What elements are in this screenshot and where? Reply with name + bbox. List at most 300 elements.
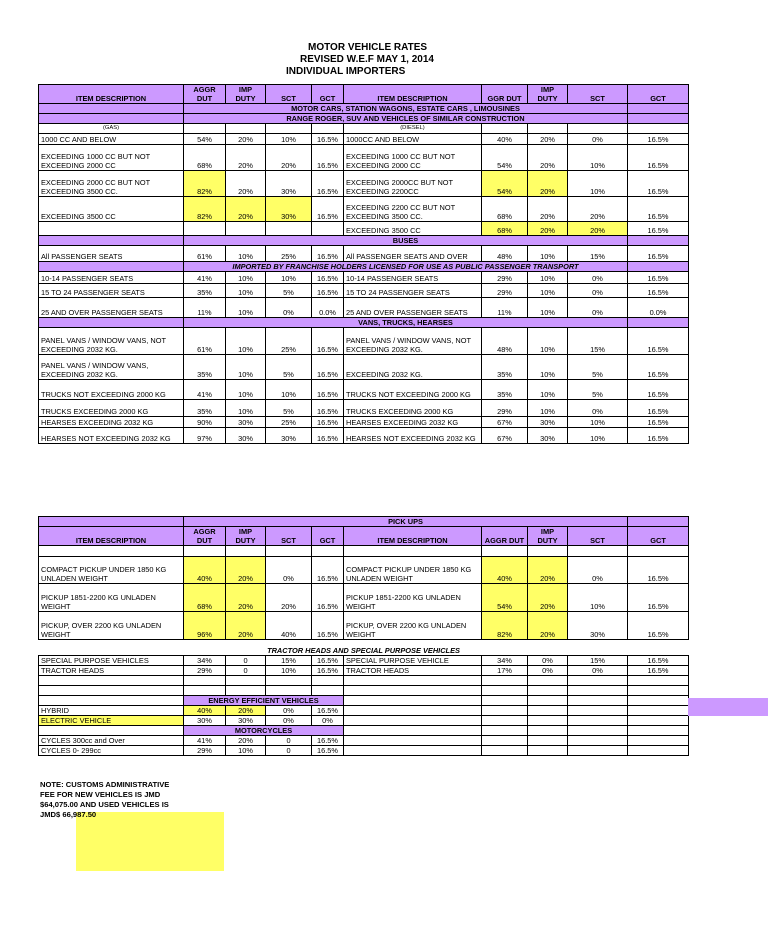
rate-cell: 10% [568,584,628,612]
rate-cell: 40% [266,612,312,640]
rate-cell: 20% [226,584,266,612]
rate-cell: 35% [482,355,528,380]
empty-cell [482,745,528,755]
rate-cell: 82% [184,197,226,222]
rate-cell: 0% [266,705,312,715]
item-description: 15 TO 24 PASSENGER SEATS [39,284,184,298]
empty-cell [628,705,689,715]
rate-cell: 16.5% [628,380,689,400]
rate-cell: 29% [482,284,528,298]
rate-cell: 48% [482,328,528,355]
rate-cell: 10% [266,380,312,400]
rate-cell: 48% [482,246,528,262]
header-row [39,527,689,546]
rate-cell: 30% [266,197,312,222]
table-row [39,134,689,145]
section-spacer [39,517,184,527]
rate-cell: 20% [528,584,568,612]
diesel-label: (DIESEL) [344,124,482,134]
empty-cell [482,695,528,705]
rate-cell: 29% [482,400,528,417]
rate-cell: 30% [266,171,312,197]
right-purple-band [688,698,768,716]
rate-cell: 5% [266,355,312,380]
item-description: 10-14 PASSENGER SEATS [39,272,184,284]
empty-cell [344,745,482,755]
rate-cell: 10% [528,380,568,400]
table-row [39,355,689,380]
rate-cell: 10% [528,400,568,417]
section-spacer [39,104,184,114]
rate-cell: 15% [266,655,312,665]
rate-cell: 16.5% [628,557,689,584]
rate-cell: 10% [226,400,266,417]
rate-cell: 20% [226,705,266,715]
rate-cell: 5% [266,284,312,298]
empty-cell [226,546,266,557]
rate-cell: 10% [226,284,266,298]
rate-cell [226,222,266,236]
section-spacer [628,517,689,527]
rate-cell: 16.5% [312,745,344,755]
section-spacer [628,318,689,328]
empty-cell [568,695,628,705]
item-description: EXCEEDING 1000 CC BUT NOT EXCEEDING 2000 CC [344,145,482,171]
rate-cell: 20% [226,197,266,222]
empty-cell [344,546,482,557]
rate-cell: 15% [568,328,628,355]
fuel-type-row [39,124,689,134]
item-description: HYBRID [39,705,184,715]
empty-cell [568,546,628,557]
rate-cell: 0% [568,134,628,145]
section-row [39,318,689,328]
rate-cell: 16.5% [628,417,689,428]
empty-cell [628,546,689,557]
rate-cell: 40% [184,705,226,715]
rate-cell: 97% [184,428,226,444]
item-description: TRUCKS EXCEEDING 2000 KG [344,400,482,417]
rate-cell: 16.5% [312,557,344,584]
rate-cell: 16.5% [312,171,344,197]
rate-cell: 20% [528,197,568,222]
empty-cell [184,675,226,685]
rate-cell: 10% [226,272,266,284]
rate-cell: 20% [528,145,568,171]
table-row [39,655,689,665]
rate-cell: 54% [184,134,226,145]
empty-cell [312,675,344,685]
empty-cell [628,745,689,755]
rate-cell: 0% [568,557,628,584]
rate-cell: 16.5% [312,328,344,355]
rate-cell: 68% [184,584,226,612]
blank-row [39,675,689,685]
item-description: EXCEEDING 2200 CC BUT NOT EXCEEDING 3500 CC. [344,197,482,222]
rate-cell: 16.5% [312,400,344,417]
rate-cell: 17% [482,665,528,675]
table-row [39,171,689,197]
rate-cell: 0 [266,735,312,745]
rate-cell: 30% [226,417,266,428]
rate-cell: 29% [184,745,226,755]
table-row [39,197,689,222]
rate-cell: 0% [312,715,344,725]
table-row [39,272,689,284]
rate-cell: 15% [568,246,628,262]
item-description: PANEL VANS / WINDOW VANS, NOT EXCEEDING 2032 KG. [39,328,184,355]
rate-cell: 16.5% [628,171,689,197]
section-title: MOTORCYCLES [184,725,344,735]
rate-cell: 16.5% [628,197,689,222]
section-spacer [628,114,689,124]
rate-cell: 40% [482,134,528,145]
table-row [39,145,689,171]
section-spacer [39,236,184,246]
column-header: IMP DUTY [226,85,266,104]
empty-cell [528,675,568,685]
table-row [39,222,689,236]
table-row [39,428,689,444]
column-header: SCT [266,85,312,104]
rate-cell: 16.5% [628,655,689,665]
rate-cell: 10% [568,417,628,428]
rate-cell: 61% [184,328,226,355]
rate-cell: 68% [482,197,528,222]
rate-cell: 16.5% [628,428,689,444]
table-row [39,735,689,745]
empty-cell [39,546,184,557]
rate-cell: 0.0% [312,298,344,318]
column-header: AGGR DUT [482,527,528,546]
rate-cell: 0% [528,665,568,675]
rate-cell: 10% [568,171,628,197]
rate-cell: 16.5% [312,612,344,640]
table-row [39,417,689,428]
section-row [39,114,689,124]
empty-cell [344,695,482,705]
empty-cell [628,735,689,745]
tractor-energy-table [38,645,689,756]
rate-cell: 16.5% [628,284,689,298]
rate-cell: 16.5% [312,284,344,298]
item-description: PICKUP, OVER 2200 KG UNLADEN WEIGHT [344,612,482,640]
rate-cell: 40% [482,557,528,584]
empty-cell [568,715,628,725]
rate-cell: 10% [568,428,628,444]
column-header: ITEM DESCRIPTION [39,85,184,104]
rate-cell: 0% [266,298,312,318]
rate-cell: 10% [226,328,266,355]
item-description: PICKUP, OVER 2200 KG UNLADEN WEIGHT [39,612,184,640]
empty-cell [482,705,528,715]
item-description [39,222,184,236]
column-header: GGR DUT [482,85,528,104]
rate-cell: 35% [184,355,226,380]
item-description: 1000 CC AND BELOW [39,134,184,145]
empty-cell [528,124,568,134]
rate-cell: 16.5% [628,665,689,675]
section-title: ENERGY EFFICIENT VEHICLES [184,695,344,705]
rate-cell: 29% [184,665,226,675]
rate-cell: 16.5% [628,272,689,284]
empty-cell [266,546,312,557]
item-description: HEARSES NOT EXCEEDING 2032 KG [344,428,482,444]
rate-cell: 10% [528,284,568,298]
empty-cell [568,745,628,755]
rate-cell: 30% [528,428,568,444]
section-row [39,645,689,655]
section-spacer [39,262,184,272]
rate-cell: 67% [482,417,528,428]
section-title: TRACTOR HEADS AND SPECIAL PURPOSE VEHICLES [39,645,689,655]
section-title: BUSES [184,236,628,246]
rate-cell: 16.5% [312,735,344,745]
rate-cell: 0% [568,298,628,318]
rate-cell: 20% [528,134,568,145]
table-row [39,298,689,318]
empty-cell [528,715,568,725]
item-description: All PASSENGER SEATS AND OVER [344,246,482,262]
table-row [39,246,689,262]
item-description: TRUCKS NOT EXCEEDING 2000 KG [344,380,482,400]
empty-cell [39,675,184,685]
note-line-3: $64,075.00 AND USED VEHICLES IS [40,800,169,809]
rate-cell: 16.5% [628,145,689,171]
item-description: COMPACT PICKUP UNDER 1850 KG UNLADEN WEIGHT [344,557,482,584]
rate-cell: 10% [226,380,266,400]
blank-row [39,546,689,557]
table-row [39,584,689,612]
rate-cell: 0 [226,655,266,665]
section-row [39,262,689,272]
rate-cell: 41% [184,380,226,400]
rate-cell: 16.5% [312,417,344,428]
empty-cell [312,124,344,134]
rate-cell: 16.5% [628,328,689,355]
section-title: IMPORTED BY FRANCHISE HOLDERS LICENSED FOR USE AS PUBLIC PASSENGER TRANSPORT [184,262,628,272]
rate-cell: 20% [226,612,266,640]
rate-cell: 16.5% [312,145,344,171]
column-header: AGGR DUT [184,527,226,546]
rate-cell: 11% [482,298,528,318]
empty-cell [482,124,528,134]
blank-row [39,685,689,695]
rate-cell: 10% [568,145,628,171]
rate-cell: 0 [226,665,266,675]
table-row [39,715,689,725]
rate-cell: 20% [226,171,266,197]
table-row [39,612,689,640]
column-header: SCT [568,85,628,104]
table-row [39,705,689,715]
rate-cell: 10% [226,745,266,755]
empty-cell [184,546,226,557]
item-description: PANEL VANS / WINDOW VANS, NOT EXCEEDING 2032 KG. [344,328,482,355]
item-description: COMPACT PICKUP UNDER 1850 KG UNLADEN WEIGHT [39,557,184,584]
title-line-2: REVISED W.E.F MAY 1, 2014 [300,54,434,65]
item-description: EXCEEDING 3500 CC [39,197,184,222]
item-description: 10-14 PASSENGER SEATS [344,272,482,284]
empty-cell [482,715,528,725]
rate-cell: 20% [266,584,312,612]
empty-cell [184,685,226,695]
rate-cell: 20% [568,197,628,222]
rate-cell: 10% [226,355,266,380]
header-row [39,85,689,104]
empty-cell [568,124,628,134]
section-row [39,725,689,735]
empty-cell [344,735,482,745]
item-description: HEARSES NOT EXCEEDING 2032 KG [39,428,184,444]
rate-cell: 30% [568,612,628,640]
empty-cell [226,675,266,685]
item-description: EXCEEDING 2000 CC BUT NOT EXCEEDING 3500 CC. [39,171,184,197]
empty-cell [39,685,184,695]
item-description: EXCEEDING 2032 KG. [344,355,482,380]
rate-cell: 30% [226,715,266,725]
note-line-1: NOTE: CUSTOMS ADMINISTRATIVE [40,780,170,789]
rate-cell: 35% [184,284,226,298]
column-header: GCT [628,527,689,546]
section-spacer [39,318,184,328]
empty-cell [568,675,628,685]
empty-cell [528,695,568,705]
rate-cell: 90% [184,417,226,428]
item-description: 15 TO 24 PASSENGER SEATS [344,284,482,298]
main-table-body [39,85,689,444]
note-highlight-box [76,812,224,871]
rate-cell: 34% [482,655,528,665]
column-header: ITEM DESCRIPTION [39,527,184,546]
item-description: 1000CC AND BELOW [344,134,482,145]
rate-cell: 20% [528,171,568,197]
empty-cell [266,675,312,685]
item-description: TRUCKS EXCEEDING 2000 KG [39,400,184,417]
rate-cell: 0% [568,284,628,298]
empty-cell [528,546,568,557]
rate-cell: 30% [266,428,312,444]
rate-cell [312,222,344,236]
empty-cell [528,705,568,715]
pickups-table [38,516,689,640]
rate-cell: 0% [266,715,312,725]
rate-cell: 5% [568,380,628,400]
main-rates-table [38,84,689,444]
rate-cell: 20% [226,134,266,145]
item-description: TRUCKS NOT EXCEEDING 2000 KG [39,380,184,400]
rate-cell [266,222,312,236]
table-row [39,380,689,400]
rate-cell: 30% [528,417,568,428]
empty-cell [528,745,568,755]
item-description: PANEL VANS / WINDOW VANS, EXCEEDING 2032 KG. [39,355,184,380]
rate-cell: 16.5% [312,355,344,380]
column-header: GCT [312,527,344,546]
empty-cell [628,675,689,685]
empty-cell [266,685,312,695]
rate-cell: 0% [568,400,628,417]
item-description: 25 AND OVER PASSENGER SEATS [344,298,482,318]
section-title: MOTOR CARS, STATION WAGONS, ESTATE CARS , LIMOUSINES [184,104,628,114]
empty-cell [528,685,568,695]
rate-cell: 10% [528,272,568,284]
table-row [39,745,689,755]
empty-cell [628,715,689,725]
rate-cell: 0% [568,665,628,675]
rate-cell: 29% [482,272,528,284]
item-description: TRACTOR HEADS [344,665,482,675]
rate-cell: 10% [226,298,266,318]
empty-cell [344,685,482,695]
section-spacer [628,104,689,114]
empty-cell [184,124,226,134]
section-title: RANGE ROGER, SUV AND VEHICLES OF SIMILAR CONSTRUCTION [184,114,628,124]
section-spacer [39,114,184,124]
column-header: ITEM DESCRIPTION [344,85,482,104]
rate-cell: 20% [568,222,628,236]
rate-cell: 20% [266,145,312,171]
empty-cell [266,124,312,134]
rate-cell: 0% [568,272,628,284]
section-title: PICK UPS [184,517,628,527]
column-header: AGGR DUT [184,85,226,104]
rate-cell: 16.5% [312,584,344,612]
table-row [39,557,689,584]
title-line-1: MOTOR VEHICLE RATES [308,42,428,53]
rate-cell: 82% [184,171,226,197]
empty-cell [312,546,344,557]
rate-cell: 25% [266,328,312,355]
item-description: 25 AND OVER PASSENGER SEATS [39,298,184,318]
rate-cell: 16.5% [312,272,344,284]
rate-cell: 35% [482,380,528,400]
rate-cell: 16.5% [628,355,689,380]
rate-cell: 10% [226,246,266,262]
empty-cell [568,685,628,695]
table-row [39,328,689,355]
column-header: GCT [312,85,344,104]
title-line-3: INDIVIDUAL IMPORTERS [286,66,406,77]
table-row [39,665,689,675]
rate-cell: 41% [184,735,226,745]
empty-cell [226,124,266,134]
section-row [39,695,689,705]
note-line-4: JMD$ 66,987.50 [40,810,97,819]
section-title: VANS, TRUCKS, HEARSES [184,318,628,328]
item-description: PICKUP 1851-2200 KG UNLADEN WEIGHT [344,584,482,612]
column-header: SCT [568,527,628,546]
rate-cell: 5% [568,355,628,380]
item-description: PICKUP 1851-2200 KG UNLADEN WEIGHT [39,584,184,612]
column-header: SCT [266,527,312,546]
gas-label: (GAS) [39,124,184,134]
rate-cell: 16.5% [628,584,689,612]
rate-cell: 16.5% [312,246,344,262]
section-row [39,517,689,527]
pickups-table-body [39,517,689,640]
rate-cell: 16.5% [628,134,689,145]
rate-cell: 11% [184,298,226,318]
rate-cell: 16.5% [628,400,689,417]
rate-cell: 0 [266,745,312,755]
tractor-energy-table-body [39,645,689,755]
rate-cell: 16.5% [628,246,689,262]
rate-cell: 15% [568,655,628,665]
rate-cell: 0% [266,557,312,584]
empty-cell [312,685,344,695]
rate-cell: 68% [482,222,528,236]
